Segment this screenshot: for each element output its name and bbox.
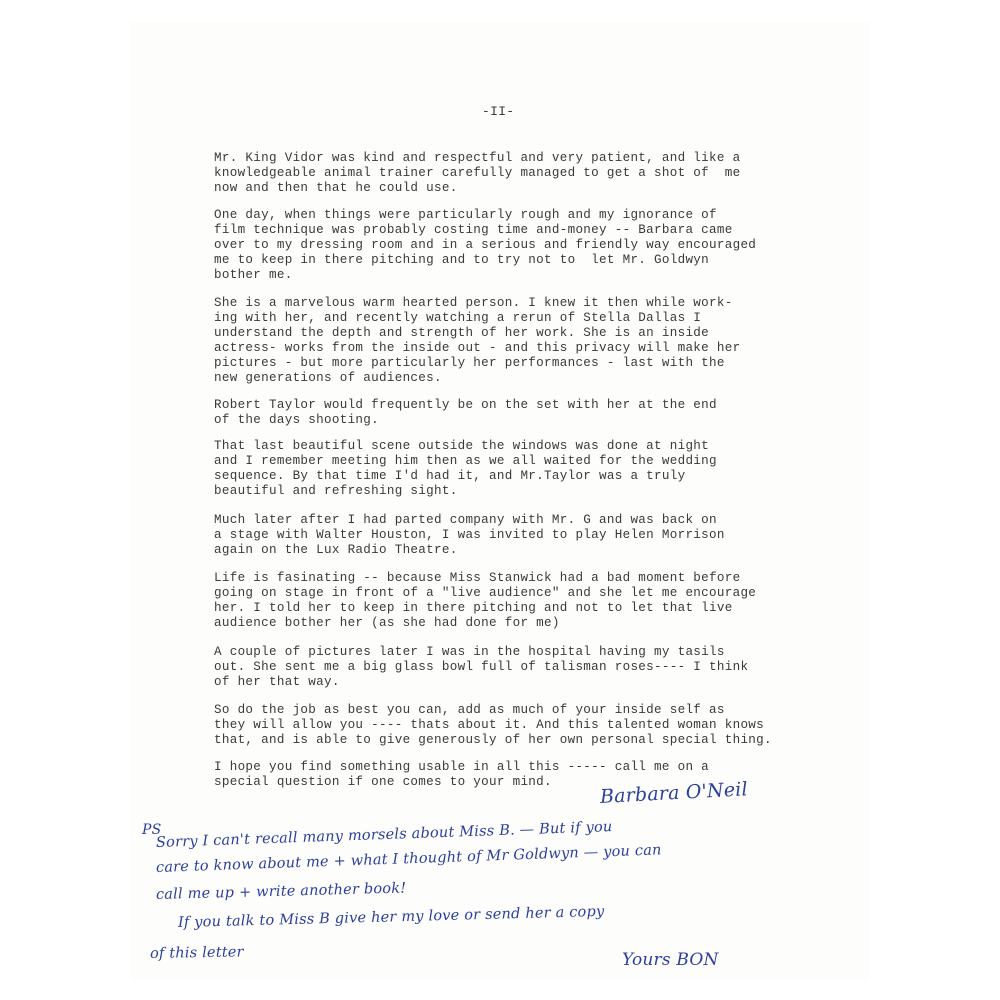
postscript-line: Sorry I can't recall many morsels about Miss B. — But if you <box>155 819 613 851</box>
postscript-line: If you talk to Miss B give her my love or send her a copy <box>177 903 605 931</box>
text-line: actress- works from the inside out - and this privacy will make her <box>214 341 741 355</box>
text-line: sequence. By that time I'd had it, and Mr.Taylor was a truly <box>214 469 686 483</box>
text-line: now and then that he could use. <box>214 181 458 195</box>
text-line: Mr. King Vidor was kind and respectful and very patient, and like a <box>214 151 741 165</box>
text-line: understand the depth and strength of her work. She is an inside <box>214 326 710 340</box>
paragraph <box>214 703 834 748</box>
text-line: ing with her, and recently watching a rerun of Stella Dallas I <box>214 311 702 325</box>
page-number: -II- <box>482 104 515 119</box>
postscript-line: of this letter <box>149 944 244 962</box>
text-line: audience bother her (as she had done for me) <box>214 616 560 630</box>
text-line: over to my dressing room and in a serious and friendly way encouraged <box>214 238 757 252</box>
text-line: That last beautiful scene outside the windows was done at night <box>214 439 710 453</box>
paragraph <box>214 439 834 499</box>
text-line: and I remember meeting him then as we all waited for the wedding <box>214 454 717 468</box>
paragraph <box>214 513 834 558</box>
text-line: film technique was probably costing time and-money -- Barbara came <box>214 223 733 237</box>
text-line: beautiful and refreshing sight. <box>214 484 458 498</box>
text-line: Robert Taylor would frequently be on the set with her at the end <box>214 398 717 412</box>
text-line: So do the job as best you can, add as much of your inside self as <box>214 703 725 717</box>
postscript-closing: Yours BON <box>622 950 719 970</box>
handwritten-signature: Barbara O'Neil <box>599 778 749 808</box>
text-line: knowledgeable animal trainer carefully managed to get a shot of me <box>214 166 741 180</box>
postscript-label: PS <box>142 822 162 838</box>
postscript-line: call me up + write another book! <box>155 880 407 903</box>
text-line: they will allow you ---- thats about it. And this talented woman knows <box>214 718 765 732</box>
text-line: me to keep in there pitching and to try not to let Mr. Goldwyn <box>214 253 710 267</box>
text-line: One day, when things were particularly rough and my ignorance of <box>214 208 717 222</box>
paragraph <box>214 151 834 196</box>
text-line: special question if one comes to your mind. <box>214 775 552 789</box>
paragraph <box>214 645 834 690</box>
text-line: pictures - but more particularly her performances - last with the <box>214 356 725 370</box>
paragraph <box>214 296 834 386</box>
text-line: A couple of pictures later I was in the hospital having my tasils <box>214 645 725 659</box>
text-line: a stage with Walter Houston, I was invited to play Helen Morrison <box>214 528 725 542</box>
text-line: of her that way. <box>214 675 340 689</box>
text-line: her. I told her to keep in there pitching and not to let that live <box>214 601 733 615</box>
text-line: that, and is able to give generously of her own personal special thing. <box>214 733 772 747</box>
text-line: again on the Lux Radio Theatre. <box>214 543 458 557</box>
paragraph <box>214 571 834 631</box>
text-line: bother me. <box>214 268 293 282</box>
paragraph <box>214 208 834 283</box>
text-line: Much later after I had parted company with Mr. G and was back on <box>214 513 717 527</box>
text-line: new generations of audiences. <box>214 371 442 385</box>
text-line: Life is fasinating -- because Miss Stanwick had a bad moment before <box>214 571 741 585</box>
text-line: She is a marvelous warm hearted person. I knew it then while work- <box>214 296 733 310</box>
paragraph <box>214 398 834 428</box>
text-line: going on stage in front of a "live audience" and she let me encourage <box>214 586 757 600</box>
postscript-line: care to know about me + what I thought of Mr Goldwyn — you can <box>155 842 662 876</box>
text-line: I hope you find something usable in all this ----- call me on a <box>214 760 710 774</box>
text-line: of the days shooting. <box>214 413 380 427</box>
text-line: out. She sent me a big glass bowl full of talisman roses---- I think <box>214 660 749 674</box>
